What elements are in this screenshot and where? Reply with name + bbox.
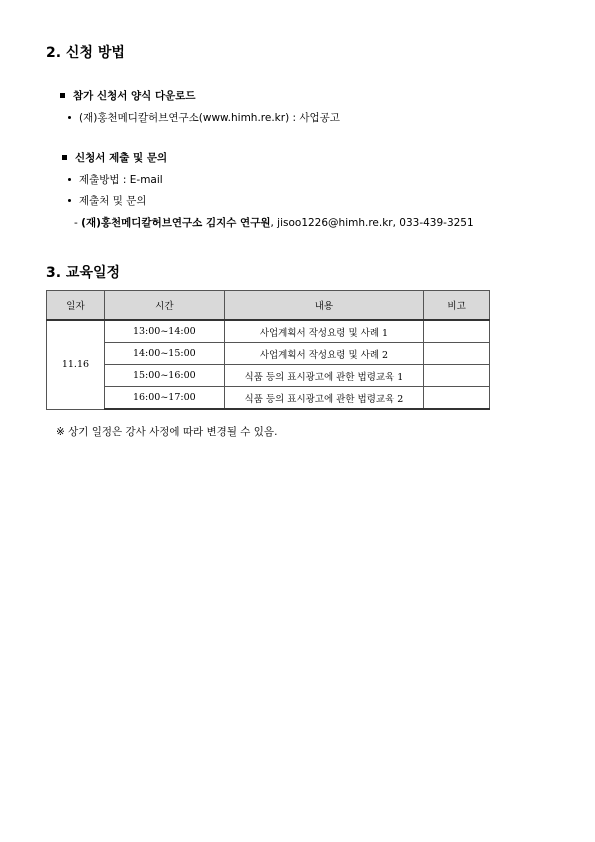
table-row: [47, 387, 490, 410]
dot-bullet-icon: [68, 116, 71, 119]
bullet-submission-label: 신청서 제출 및 문의: [75, 152, 168, 164]
schedule-change-note: ※ 상기 일정은 강사 사정에 따라 변경될 수 있음.: [56, 426, 278, 438]
note-cell: [424, 343, 490, 365]
dot-bullet-icon: [68, 178, 71, 181]
bullet-download-label: 참가 신청서 양식 다운로드: [73, 90, 196, 102]
note-cell: [424, 387, 490, 410]
section-2-title: 2. 신청 방법: [46, 45, 125, 61]
submission-method-text: 제출방법 : E-mail: [79, 174, 163, 186]
square-bullet-icon: [60, 93, 65, 98]
note-cell: [424, 365, 490, 387]
note-cell: [424, 320, 490, 343]
bullet-download-source: [68, 110, 340, 125]
bullet-download-form: [60, 88, 196, 103]
table-row: [47, 365, 490, 387]
content-cell: 사업계획서 작성요령 및 사례 1: [224, 320, 423, 343]
header-time: 시간: [104, 291, 224, 321]
submission-contact-text: 제출처 및 문의: [79, 195, 147, 207]
contact-dash: -: [74, 217, 78, 229]
bullet-submission-method: [68, 172, 163, 187]
content-cell: 식품 등의 표시광고에 관한 법령교육 2: [224, 387, 423, 410]
header-content: 내용: [224, 291, 423, 321]
download-source-text: (재)홍천메디칼허브연구소(www.himh.re.kr) : 사업공고: [79, 112, 340, 124]
contact-line: [74, 215, 474, 230]
table-row: [47, 343, 490, 365]
contact-details: , jisoo1226@himh.re.kr, 033-439-3251: [270, 217, 474, 229]
date-cell: 11.16: [47, 320, 105, 409]
square-bullet-icon: [62, 155, 67, 160]
schedule-table: [46, 290, 490, 410]
table-row: [47, 320, 490, 343]
header-note: 비고: [424, 291, 490, 321]
contact-org: (재)홍천메디칼허브연구소 김지수 연구원: [81, 217, 271, 229]
time-cell: 15:00~16:00: [104, 365, 224, 387]
time-cell: 16:00~17:00: [104, 387, 224, 410]
bullet-submission-contact: [68, 193, 147, 208]
content-cell: 식품 등의 표시광고에 관한 법령교육 1: [224, 365, 423, 387]
dot-bullet-icon: [68, 199, 71, 202]
table-header-row: [47, 291, 490, 321]
time-cell: 13:00~14:00: [104, 320, 224, 343]
time-cell: 14:00~15:00: [104, 343, 224, 365]
content-cell: 사업계획서 작성요령 및 사례 2: [224, 343, 423, 365]
section-3-title: 3. 교육일정: [46, 265, 121, 281]
header-date: 일자: [47, 291, 105, 321]
bullet-submission: [62, 150, 167, 165]
